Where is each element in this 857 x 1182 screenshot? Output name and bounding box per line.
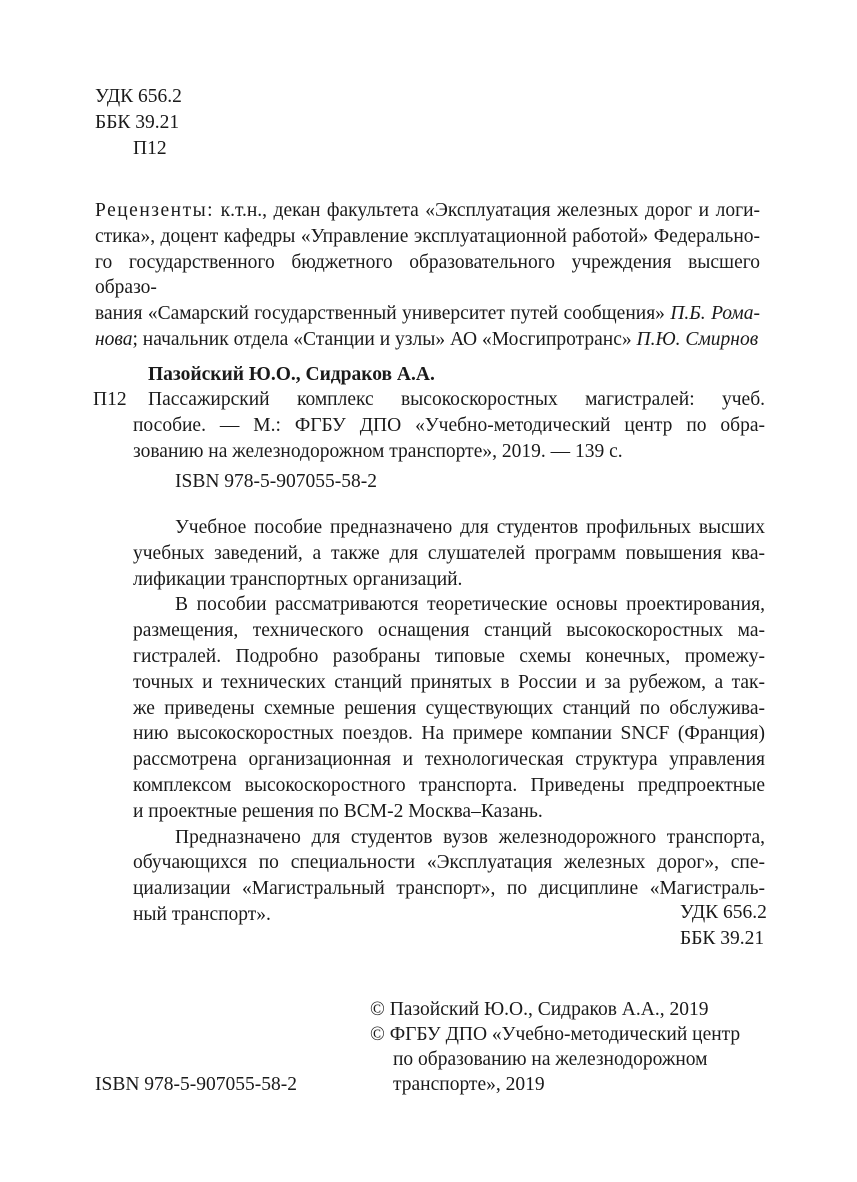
- abstract-line: размещения, технического оснащения станций высокоскоростных ма-: [133, 620, 765, 642]
- isbn: ISBN 978-5-907055-58-2: [175, 471, 378, 493]
- isbn-bottom: ISBN 978-5-907055-58-2: [95, 1074, 298, 1095]
- authors-heading: [148, 362, 435, 388]
- author-mark: П12: [133, 137, 167, 159]
- bbk-code: ББК 39.21: [95, 111, 180, 133]
- reviewer-name: П.Б. Рома-: [670, 303, 760, 325]
- abstract-line: лификации транспортных организаций.: [133, 568, 463, 590]
- reviewer-name: нова: [95, 328, 133, 350]
- abstract-line: Предназначено для студентов вузов железнодорожного транспорта,: [175, 826, 765, 848]
- reviewers-block: [95, 198, 760, 353]
- bibliography-block: [133, 387, 765, 495]
- abstract-line: циализации «Магистральный транспорт», по дисциплине «Магистраль-: [133, 878, 765, 900]
- reviewers-line: вания «Самарский государственный университет путей сообщения»: [95, 303, 671, 325]
- bib-line: зованию на железнодорожном транспорте», 2019. — 139 с.: [133, 440, 623, 462]
- bibliography-mark: П12: [93, 389, 127, 410]
- abstract-line: рассмотрена организационная и технологическая структура управления: [133, 749, 765, 771]
- reviewers-line: го государственного бюджетного образовательного учреждения высшего образо-: [95, 251, 760, 299]
- reviewers-line: стика», доцент кафедры «Управление эксплуатационной работой» Федерально-: [95, 225, 760, 247]
- abstract: [133, 515, 765, 928]
- copyright-block: [370, 997, 740, 1097]
- reviewer-name: П.Ю. Смирнов: [636, 328, 759, 350]
- copyright-line: транспорте», 2019: [393, 1074, 545, 1095]
- abstract-line: комплексом высокоскоростного транспорта. Приведены предпроектные: [133, 774, 765, 796]
- copyright-line: © ФГБУ ДПО «Учебно-методический центр: [370, 1024, 741, 1045]
- copyright-line: по образованию на железнодорожном: [393, 1049, 708, 1070]
- bbk-code-footer: ББК 39.21: [680, 927, 765, 949]
- bib-line: Пассажирский комплекс высокоскоростных магистралей: учеб.: [148, 389, 765, 410]
- abstract-line: нию высокоскоростных поездов. На примере компании SNCF (Франция): [133, 723, 765, 745]
- reviewers-label: Рецензенты:: [95, 200, 215, 221]
- authors: Пазойский Ю.О., Сидраков А.А.: [148, 364, 435, 385]
- reviewers-line: к.т.н., декан факультета «Эксплуатация железных дорог и логи-: [214, 200, 760, 221]
- abstract-line: ный транспорт».: [133, 903, 271, 925]
- udk-code-footer: УДК 656.2: [680, 902, 767, 923]
- abstract-line: и проектные решения по ВСМ-2 Москва–Казань.: [133, 800, 543, 822]
- reviewers-line: ; начальник отдела «Станции и узлы» АО «Мосгипротранс»: [132, 328, 637, 350]
- udk-code: УДК 656.2: [95, 86, 182, 107]
- bib-line: пособие. — М.: ФГБУ ДПО «Учебно-методический центр по обра-: [133, 414, 765, 436]
- abstract-line: учебных заведений, а также для слушателей программ повышения ква-: [133, 542, 765, 564]
- abstract-line: обучающихся по специальности «Эксплуатация железных дорог», спе-: [133, 852, 765, 874]
- abstract-line: гистралей. Подробно разобраны типовые схемы конечных, промежу-: [133, 645, 765, 667]
- abstract-line: точных и технических станций принятых в России и за рубежом, а так-: [133, 671, 765, 693]
- header-codes: [95, 84, 182, 161]
- copyright-line: © Пазойский Ю.О., Сидраков А.А., 2019: [370, 999, 709, 1020]
- abstract-line: же приведены схемные решения существующих станций по обслужива-: [133, 697, 765, 719]
- abstract-line: Учебное пособие предназначено для студентов профильных высших: [175, 517, 765, 538]
- footer-codes: [680, 900, 767, 952]
- abstract-line: В пособии рассматриваются теоретические основы проектирования,: [175, 594, 765, 616]
